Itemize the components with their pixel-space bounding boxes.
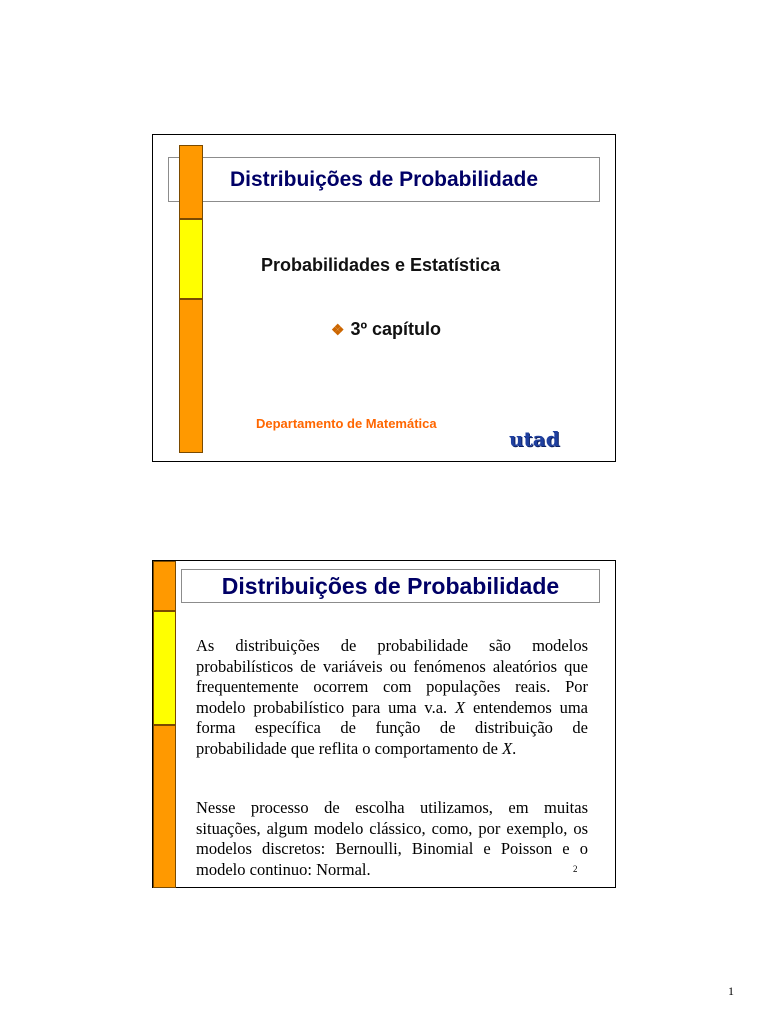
slide-2-paragraph-2: Nesse processo de escolha utilizamos, em muitas situações, algum modelo clássico, como, por exemplo, os modelos discretos: Bernoulli, Binomial e Poisson e o modelo continuo: Normal.: [196, 798, 588, 879]
slide-2: [152, 560, 616, 888]
orange-bar-top: [179, 145, 203, 219]
slide-2-title: Distribuições de Probabilidade: [221, 572, 560, 599]
diamond-bullet-icon: ❖: [331, 321, 345, 339]
slide-2-paragraph-1: As distribuições de probabilidade são modelos probabilísticos de variáveis ou fenómenos aleatórios que frequentemente ocorrem com populações reais. Por modelo probabilístico para uma v.a. X entendemos uma forma específica de função de distribuição de probabilidade que reflita o comportamento de X.: [196, 636, 588, 758]
orange-bar-top: [153, 561, 176, 611]
chapter-label: 3º capítulo: [350, 319, 442, 339]
page-number: 1: [728, 984, 734, 998]
slide-number: 2: [573, 864, 578, 874]
yellow-bar: [179, 219, 203, 299]
slide-1-chapter: [331, 319, 441, 340]
orange-bar-bottom: [153, 725, 176, 888]
slide-1-title: Distribuições de Probabilidade: [229, 167, 539, 191]
department-label: Departamento de Matemática: [256, 416, 437, 431]
slide-1: [152, 134, 616, 462]
slide-2-title-box: [181, 569, 600, 603]
slide-1-subtitle: Probabilidades e Estatística: [261, 255, 501, 275]
yellow-bar: [153, 611, 176, 725]
utad-logo: utad: [509, 427, 560, 451]
orange-bar-bottom: [179, 299, 203, 453]
slide-1-title-box: [168, 157, 600, 202]
